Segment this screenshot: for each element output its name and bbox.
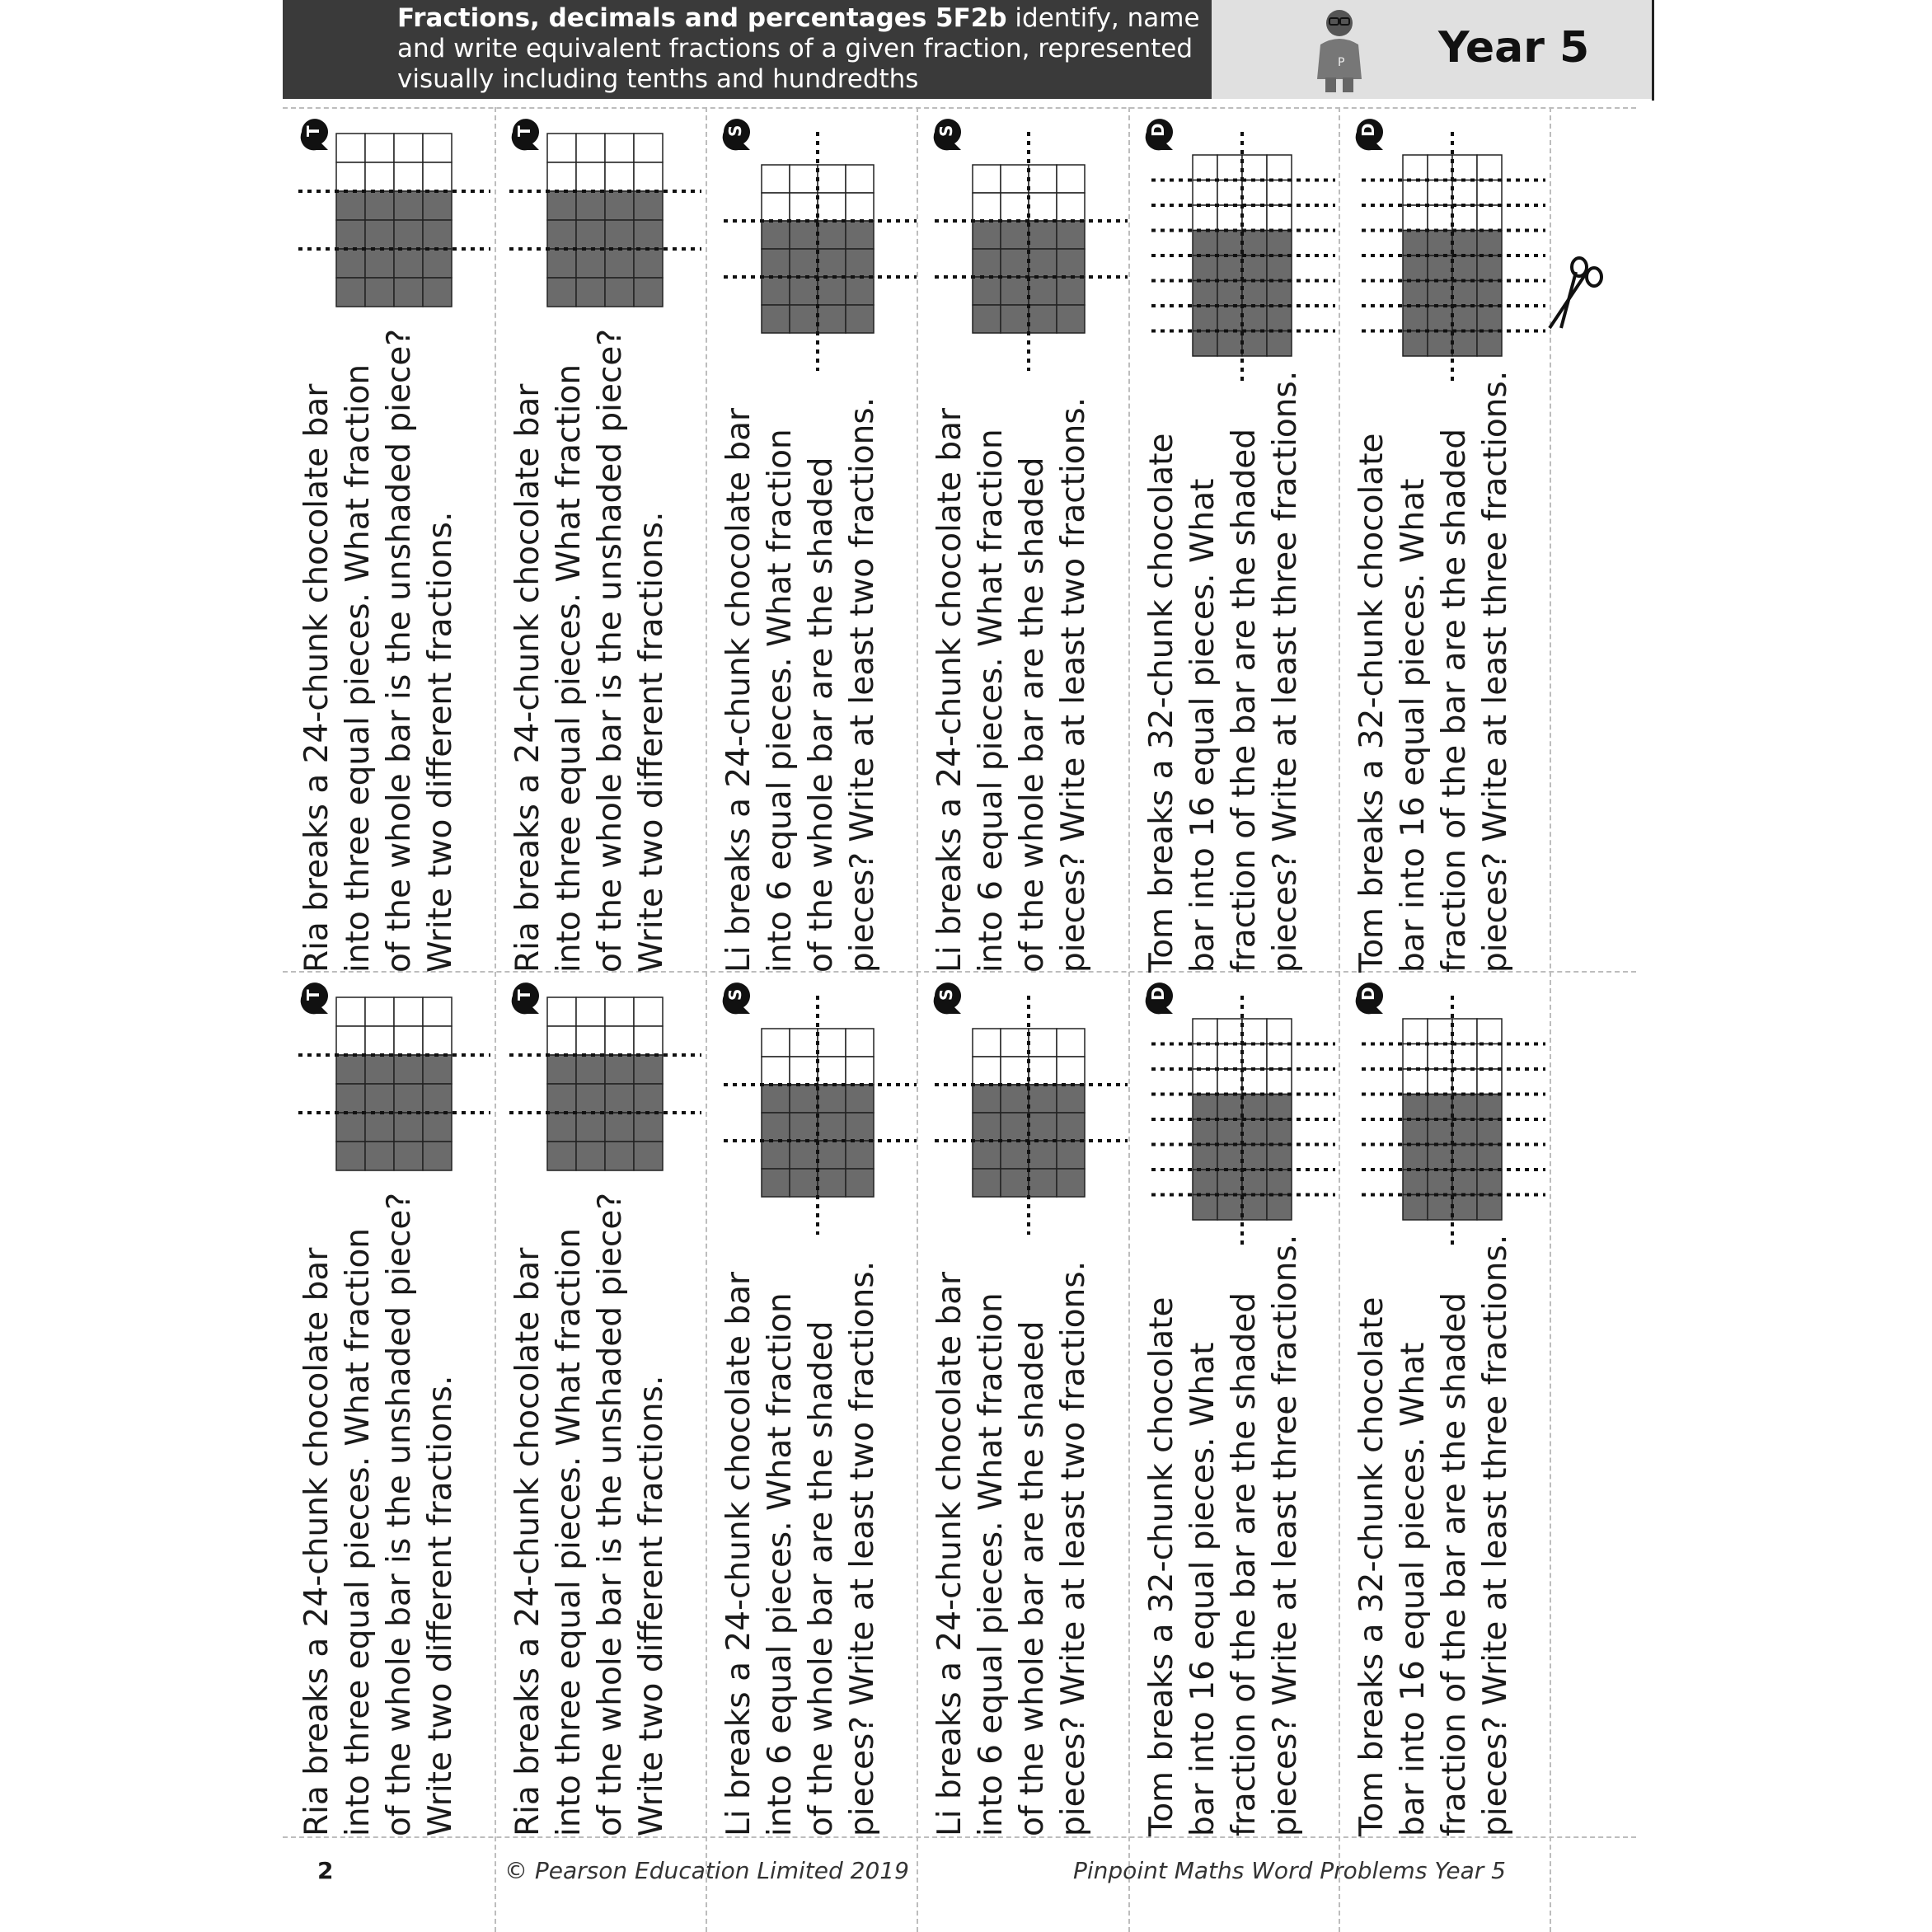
problem-line: fraction of the bar are the shaded [1226,429,1263,973]
problem-line: Li breaks a 24-chunk chocolate bar [720,407,757,973]
problem-card [719,979,925,1836]
problem-card [297,979,503,1836]
problem-line: Li breaks a 24-chunk chocolate bar [720,1271,757,1836]
problem-line: Ria breaks a 24-chunk chocolate bar [509,1247,546,1836]
problem-line: of the whole bar are the shaded [803,1320,840,1836]
problem-text [297,148,503,973]
problem-line: Tom breaks a 32-chunk chocolate [1143,433,1180,973]
problem-text [719,148,925,973]
problem-text [1142,148,1348,973]
problem-line: pieces? Write at least three fractions. [1267,1234,1304,1836]
badge-letter: S [725,124,745,137]
badge-letter: D [1358,123,1378,137]
problem-line: Tom breaks a 32-chunk chocolate [1353,433,1390,973]
problem-line: of the whole bar is the unshaded piece? [381,328,418,973]
problem-line: Write two different fractions. [422,511,459,973]
problem-line: Ria breaks a 24-chunk chocolate bar [298,1247,335,1836]
svg-text:P: P [1338,56,1345,69]
problem-line: into three equal pieces. What fraction [340,363,377,973]
header-divider [1652,0,1654,101]
character-mascot-icon [1302,3,1376,96]
problem-line: fraction of the bar are the shaded [1436,1292,1473,1836]
curriculum-objective [397,3,1238,95]
badge-letter: S [936,988,956,1001]
problem-card [297,115,503,973]
problem-line: Ria breaks a 24-chunk chocolate bar [509,383,546,973]
copyright-notice: © Pearson Education Limited 2019 [504,1857,909,1884]
badge-letter: T [303,125,323,137]
problem-line: of the whole bar is the unshaded piece? [381,1192,418,1836]
problem-line: of the whole bar are the shaded [1014,457,1051,973]
problem-card [930,979,1136,1836]
problem-line: fraction of the bar are the shaded [1226,1292,1263,1836]
problem-line: bar into 16 equal pieces. What [1184,478,1222,973]
problem-line: bar into 16 equal pieces. What [1395,478,1432,973]
problem-line: into three equal pieces. What fraction [551,1227,588,1836]
problem-line: Ria breaks a 24-chunk chocolate bar [298,383,335,973]
problem-line: pieces? Write at least three fractions. [1477,370,1514,973]
problem-card [508,115,714,973]
problem-card [1352,115,1558,973]
problem-line: pieces? Write at least three fractions. [1267,370,1304,973]
problem-text [930,1012,1136,1836]
problem-line: Li breaks a 24-chunk chocolate bar [931,407,968,973]
badge-letter: D [1148,123,1168,137]
problem-line: pieces? Write at least two fractions. [844,396,881,973]
series-title: Pinpoint Maths Word Problems Year 5 [1073,1857,1506,1884]
badge-letter: S [936,124,956,137]
strand-code: Fractions, decimals and percentages 5F2b [397,3,1007,33]
problem-card [1142,979,1348,1836]
problem-text [719,1012,925,1836]
problem-line: Li breaks a 24-chunk chocolate bar [931,1271,968,1836]
problem-line: of the whole bar is the unshaded piece? [592,1192,629,1836]
problem-text [1142,1012,1348,1836]
problem-text [1352,148,1558,973]
problem-card [1352,979,1558,1836]
problem-line: of the whole bar are the shaded [1014,1320,1051,1836]
cut-line [283,1836,1636,1838]
problem-line: into three equal pieces. What fraction [551,363,588,973]
badge-letter: D [1358,987,1378,1001]
page-number: 2 [317,1857,334,1884]
year-label: Year 5 [1438,23,1590,73]
problem-line: Write two different fractions. [422,1375,459,1836]
badge-letter: D [1148,987,1168,1001]
problem-card [508,979,714,1836]
problem-card [1142,115,1348,973]
problem-line: into 6 equal pieces. What fraction [973,429,1010,973]
problem-line: Tom breaks a 32-chunk chocolate [1143,1297,1180,1836]
problem-line: pieces? Write at least three fractions. [1477,1234,1514,1836]
problem-line: of the whole bar are the shaded [803,457,840,973]
problem-card [930,115,1136,973]
problem-line: fraction of the bar are the shaded [1436,429,1473,973]
problem-text [508,148,714,973]
problem-line: bar into 16 equal pieces. What [1184,1342,1222,1836]
badge-letter: T [303,989,323,1001]
objective-text: identify, name and write equivalent fractions of a given fraction, represented visually including tenths and hundredths [397,3,1200,94]
badge-letter: T [514,989,534,1001]
problem-line: pieces? Write at least two fractions. [844,1260,881,1836]
badge-letter: S [725,988,745,1001]
cut-line [283,107,1636,109]
problem-line: into 6 equal pieces. What fraction [762,429,799,973]
problem-card [719,115,925,973]
problem-line: bar into 16 equal pieces. What [1395,1342,1432,1836]
problem-line: into 6 equal pieces. What fraction [762,1292,799,1836]
problem-line: Write two different fractions. [633,1375,670,1836]
problem-text [1352,1012,1558,1836]
problem-line: into three equal pieces. What fraction [340,1227,377,1836]
problem-text [297,1012,503,1836]
problem-line: Tom breaks a 32-chunk chocolate [1353,1297,1390,1836]
badge-letter: T [514,125,534,137]
problem-line: pieces? Write at least two fractions. [1055,396,1092,973]
problem-line: of the whole bar is the unshaded piece? [592,328,629,973]
problem-text [930,148,1136,973]
problem-text [508,1012,714,1836]
problem-line: into 6 equal pieces. What fraction [973,1292,1010,1836]
problem-line: Write two different fractions. [633,511,670,973]
problem-line: pieces? Write at least two fractions. [1055,1260,1092,1836]
